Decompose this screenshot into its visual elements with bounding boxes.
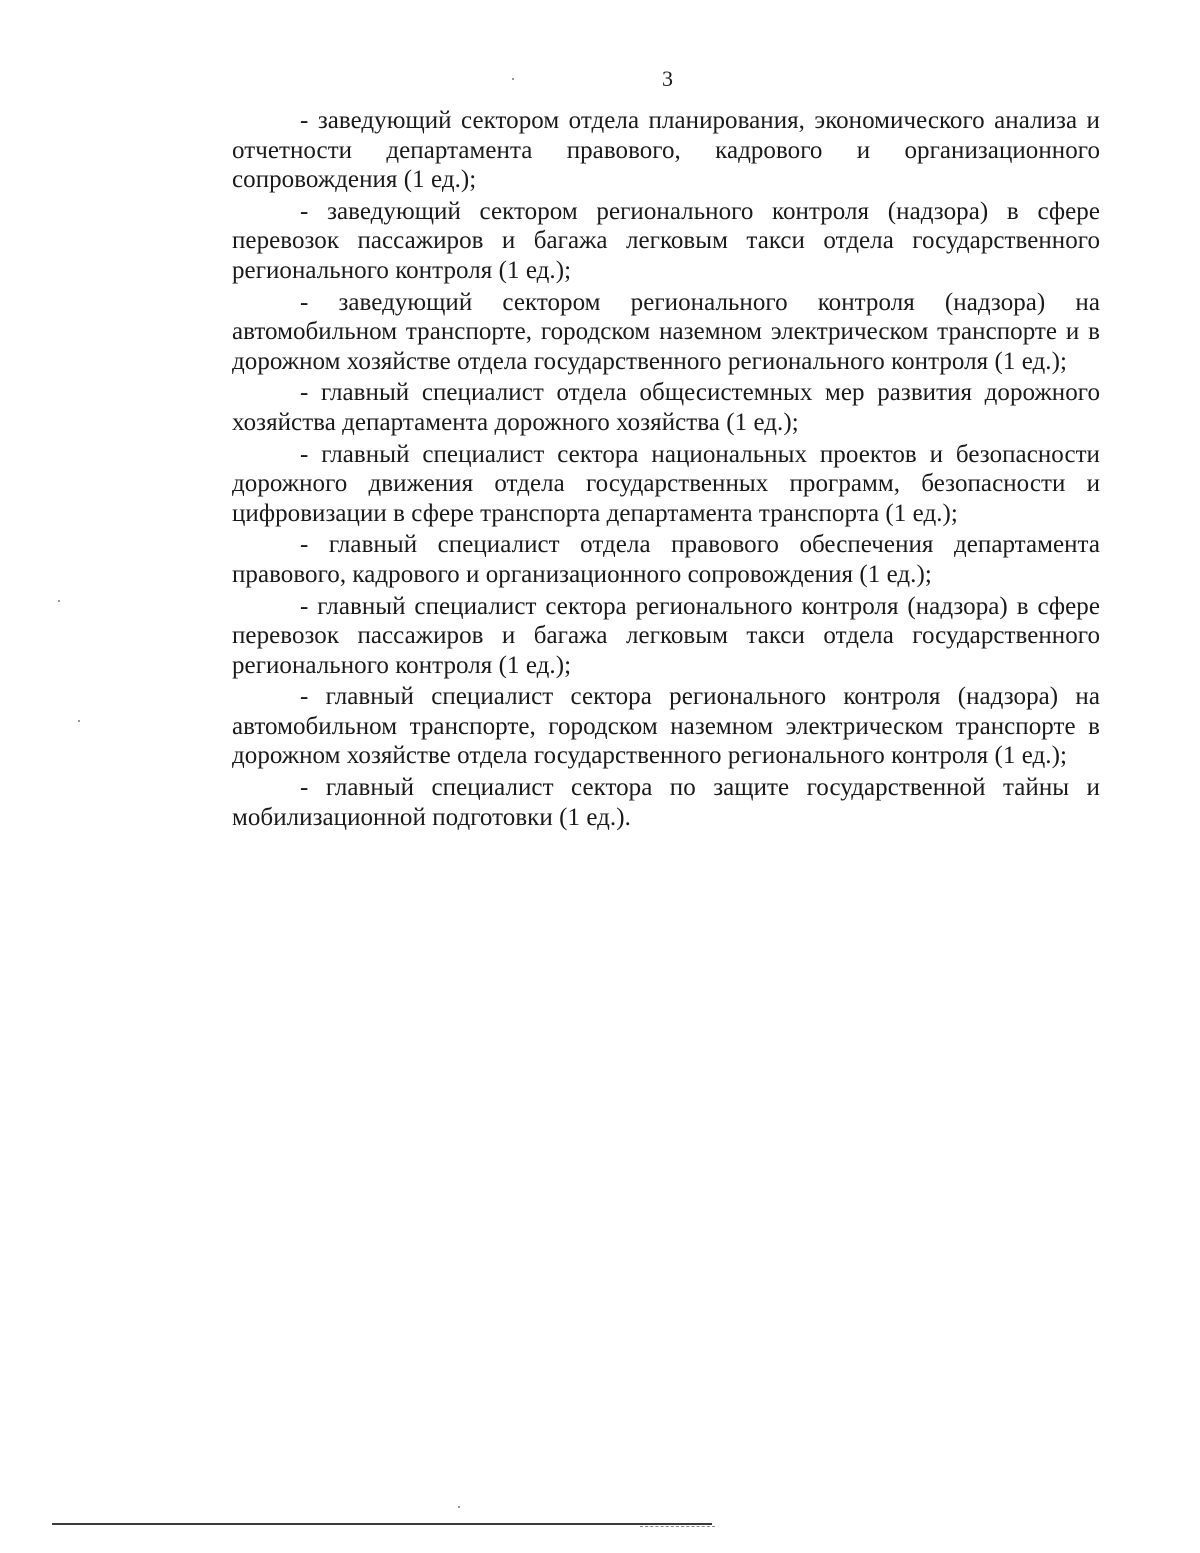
paragraph: - заведующий сектором регионального контроля (надзора) на автомобильном транспорте, городском наземном электрическом транспорте и в дорожном хозяйстве отдела государственного регионального контроля (1 ед.); bbox=[232, 288, 1100, 375]
bottom-scan-line bbox=[52, 1523, 712, 1525]
paragraph: - заведующий сектором отдела планирования, экономического анализа и отчетности департамента правового, кадрового и организационного сопровождения (1 ед.); bbox=[232, 107, 1100, 194]
paragraph: - главный специалист сектора национальных проектов и безопасности дорожного движения отдела государственных программ, безопасности и цифровизации в сфере транспорта департамента транспорта (1 ед.); bbox=[232, 440, 1100, 527]
page-number: 3 bbox=[662, 66, 673, 91]
scan-speck bbox=[58, 600, 60, 602]
paragraph: - заведующий сектором регионального контроля (надзора) в сфере перевозок пассажиров и багажа легковым такси отдела государственного регионального контроля (1 ед.); bbox=[232, 197, 1100, 284]
paragraph: - главный специалист сектора по защите государственной тайны и мобилизационной подготовки (1 ед.). bbox=[232, 774, 1100, 831]
paragraph: - главный специалист сектора регионального контроля (надзора) в сфере перевозок пассажиров и багажа легковым такси отдела государственного регионального контроля (1 ед.); bbox=[232, 592, 1100, 679]
paragraph: - главный специалист отдела правового обеспечения департамента правового, кадрового и организационного сопровождения (1 ед.); bbox=[232, 531, 1100, 588]
bottom-scan-line-faint bbox=[640, 1526, 715, 1527]
scan-speck bbox=[512, 78, 514, 80]
paragraph: - главный специалист сектора регионального контроля (надзора) на автомобильном транспорте, городском наземном электрическом транспорте в дорожном хозяйстве отдела государственного регионального контроля (1 ед.); bbox=[232, 683, 1100, 770]
scan-speck bbox=[458, 1506, 460, 1508]
paragraph: - главный специалист отдела общесистемных мер развития дорожного хозяйства департамента дорожного хозяйства (1 ед.); bbox=[232, 379, 1100, 436]
document-body bbox=[232, 106, 1100, 834]
scan-speck bbox=[78, 720, 80, 722]
